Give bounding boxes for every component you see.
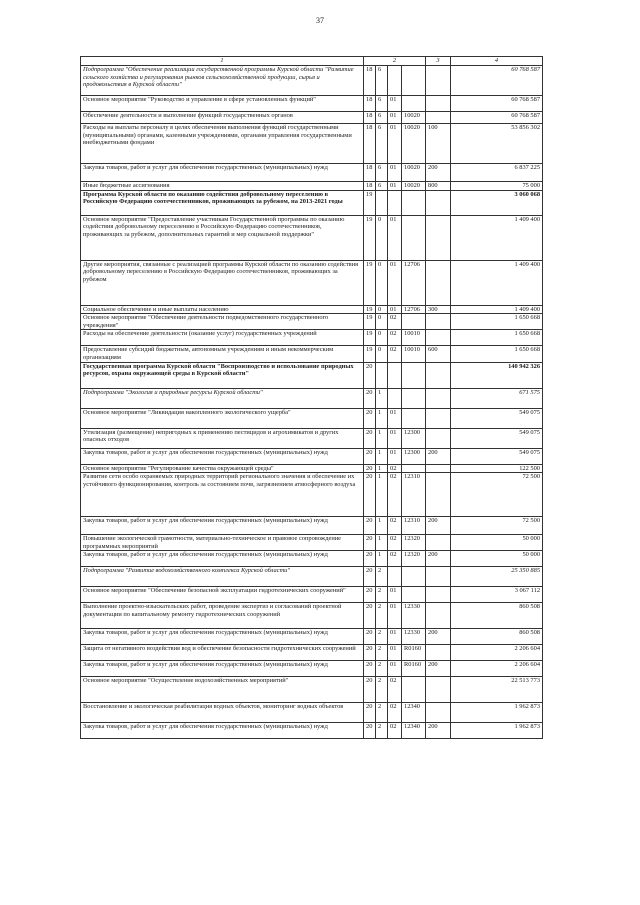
row-code-section: 19 [364,305,376,314]
table-row [81,551,543,567]
row-code-direction: 12320 [402,551,426,567]
row-code-subprogram: 1 [376,473,388,517]
row-amount: 1 409 400 [451,305,543,314]
row-description: Основное мероприятие "Руководство и управление в сфере установленных функций" [81,96,364,112]
row-code-expense-type [426,96,451,112]
table-row [81,535,543,551]
header-col-2: 2 [364,57,426,66]
table-row [81,723,543,739]
row-code-expense-type: 200 [426,661,451,677]
row-amount: 2 206 604 [451,661,543,677]
row-code-subprogram: 1 [376,464,388,473]
row-description: Закупка товаров, работ и услуг для обеспечения государственных (муниципальных) нужд [81,723,364,739]
row-description: Расходы на выплаты персоналу в целях обеспечения выполнения функций государственными (муниципальными) органами, казенными учреждениями, органами управления государственными внебюджетными фондами [81,124,364,164]
row-code-direction: 12310 [402,473,426,517]
row-amount: 860 508 [451,629,543,645]
row-code-direction [402,388,426,408]
row-amount: 53 856 302 [451,124,543,164]
row-code-section: 19 [364,190,376,215]
row-code-activity: 02 [388,677,402,703]
row-code-section: 19 [364,346,376,362]
row-description: Основное мероприятие "Осуществление водохозяйственных мероприятий" [81,677,364,703]
row-code-activity: 02 [388,703,402,723]
row-code-section: 18 [364,96,376,112]
row-amount: 72 500 [451,473,543,517]
row-code-direction: 12320 [402,535,426,551]
row-code-direction [402,362,426,388]
table-row [81,330,543,346]
row-amount: 50 000 [451,551,543,567]
row-code-subprogram: 1 [376,535,388,551]
row-description: Программа Курской области по оказанию содействия добровольному переселению в Российскую Федерацию соотечественников, проживающих за рубежом, на 2013-2021 годы [81,190,364,215]
row-description: Подпрограмма "Обеспечение реализации государственной программы Курской области "Развитие сельского хозяйства и регулирования рынков сельскохозяйственной продукции, сырья и продовольствия в Курской области" [81,66,364,96]
budget-table [80,56,543,739]
row-code-section: 20 [364,645,376,661]
row-amount: 60 768 587 [451,66,543,96]
row-code-direction: 12300 [402,448,426,464]
row-description: Предоставление субсидий бюджетным, автономным учреждениям и иным некоммерческим организациям [81,346,364,362]
row-description: Закупка товаров, работ и услуг для обеспечения государственных (муниципальных) нужд [81,661,364,677]
row-code-subprogram: 1 [376,551,388,567]
row-code-direction: 10010 [402,330,426,346]
row-description: Подпрограмма "Развитие водохозяйственного комплекса Курской области" [81,567,364,587]
table-row [81,362,543,388]
row-code-subprogram [376,190,388,215]
row-description: Основное мероприятие "Регулирование качества окружающей среды" [81,464,364,473]
row-code-activity [388,567,402,587]
table-row [81,473,543,517]
row-code-expense-type [426,603,451,629]
table-row [81,182,543,191]
row-code-subprogram: 2 [376,587,388,603]
table-row [81,66,543,96]
row-code-direction [402,66,426,96]
row-code-direction [402,215,426,260]
row-code-activity: 02 [388,330,402,346]
row-description: Закупка товаров, работ и услуг для обеспечения государственных (муниципальных) нужд [81,164,364,182]
row-code-subprogram: 6 [376,182,388,191]
row-code-activity: 01 [388,645,402,661]
row-description: Восстановление и экологическая реабилитация водных объектов, мониторинг водных объектов [81,703,364,723]
row-code-expense-type [426,260,451,305]
row-code-activity: 01 [388,629,402,645]
page-number: 37 [316,16,324,25]
row-code-activity: 02 [388,535,402,551]
row-code-section: 19 [364,215,376,260]
row-code-subprogram: 6 [376,124,388,164]
table-row [81,587,543,603]
row-code-section: 20 [364,464,376,473]
row-code-direction: R0160 [402,645,426,661]
row-description: Основное мероприятие "Обеспечение деятельности подведомственного государственного учреждения" [81,314,364,330]
row-description: Закупка товаров, работ и услуг для обеспечения государственных (муниципальных) нужд [81,517,364,535]
row-code-activity: 02 [388,517,402,535]
row-code-section: 20 [364,703,376,723]
row-code-expense-type [426,645,451,661]
row-code-expense-type [426,215,451,260]
row-code-section: 20 [364,428,376,448]
row-code-direction [402,464,426,473]
row-code-expense-type: 200 [426,517,451,535]
row-description: Другие мероприятия, связанные с реализацией программы Курской области по оказанию содействия добровольному переселению в Российскую Федерацию соотечественников, проживающих за рубежом [81,260,364,305]
row-code-activity [388,190,402,215]
table-row [81,96,543,112]
row-code-section: 18 [364,164,376,182]
table-row [81,124,543,164]
row-amount: 1 650 668 [451,330,543,346]
row-description: Развитие сети особо охраняемых природных территорий регионального значения и обеспечение их устойчивого функционирования, контроль за состоянием почв, загрязнением атмосферного воздуха [81,473,364,517]
row-code-activity: 01 [388,603,402,629]
row-code-direction: 10020 [402,182,426,191]
table-row [81,314,543,330]
table-row [81,464,543,473]
row-amount: 3 067 112 [451,587,543,603]
row-amount: 60 768 587 [451,96,543,112]
row-code-expense-type [426,388,451,408]
row-amount: 1 650 668 [451,314,543,330]
row-amount: 72 500 [451,517,543,535]
table-row [81,215,543,260]
row-code-expense-type: 200 [426,164,451,182]
row-amount: 50 000 [451,535,543,551]
row-code-expense-type [426,330,451,346]
row-code-subprogram: 2 [376,645,388,661]
row-code-expense-type [426,703,451,723]
row-amount: 140 942 326 [451,362,543,388]
row-amount: 1 650 668 [451,346,543,362]
row-description: Иные бюджетные ассигнования [81,182,364,191]
header-col-4: 4 [451,57,543,66]
row-code-expense-type: 200 [426,448,451,464]
row-code-subprogram: 2 [376,723,388,739]
table-header-row [81,57,543,66]
row-code-direction: 12330 [402,603,426,629]
table-row [81,388,543,408]
row-code-direction: R0160 [402,661,426,677]
row-code-expense-type [426,314,451,330]
row-code-activity: 01 [388,215,402,260]
row-code-activity: 02 [388,473,402,517]
table-row [81,517,543,535]
row-code-section: 19 [364,314,376,330]
table-row [81,677,543,703]
row-amount: 860 508 [451,603,543,629]
row-code-activity: 01 [388,408,402,428]
row-amount: 549 075 [451,408,543,428]
row-code-section: 18 [364,124,376,164]
table-row [81,346,543,362]
row-description: Расходы на обеспечение деятельности (оказание услуг) государственных учреждений [81,330,364,346]
table-row [81,305,543,314]
row-code-expense-type [426,66,451,96]
row-code-activity: 02 [388,314,402,330]
table-row [81,567,543,587]
row-amount: 1 409 400 [451,260,543,305]
row-code-expense-type: 300 [426,305,451,314]
header-col-1: 1 [81,57,364,66]
row-description: Подпрограмма "Экология и природные ресурсы Курской области" [81,388,364,408]
row-code-direction [402,677,426,703]
row-code-subprogram: 2 [376,629,388,645]
row-description: Основное мероприятие "Ликвидация накопленного экологического ущерба" [81,408,364,428]
row-code-activity: 01 [388,124,402,164]
row-code-expense-type [426,190,451,215]
row-code-subprogram: 2 [376,703,388,723]
row-code-activity: 01 [388,428,402,448]
row-code-expense-type [426,473,451,517]
row-code-activity: 02 [388,464,402,473]
row-code-section: 20 [364,408,376,428]
row-code-direction: 12706 [402,260,426,305]
row-code-section: 20 [364,723,376,739]
row-code-subprogram: 0 [376,260,388,305]
row-code-activity [388,66,402,96]
row-code-direction [402,587,426,603]
row-code-subprogram: 1 [376,448,388,464]
row-code-section: 20 [364,535,376,551]
row-code-expense-type [426,567,451,587]
row-amount: 3 060 068 [451,190,543,215]
row-description: Повышение экологической грамотности, материально-техническое и правовое сопровождение программных мероприятий [81,535,364,551]
row-code-section: 20 [364,388,376,408]
row-code-subprogram: 1 [376,408,388,428]
row-code-expense-type: 200 [426,629,451,645]
row-code-activity: 01 [388,448,402,464]
row-code-section: 20 [364,677,376,703]
row-code-section: 20 [364,567,376,587]
table-row [81,428,543,448]
row-code-subprogram: 2 [376,603,388,629]
row-code-direction [402,314,426,330]
row-code-subprogram: 2 [376,567,388,587]
row-code-section: 20 [364,551,376,567]
table-body [81,66,543,739]
row-description: Основное мероприятие "Обеспечение безопасной эксплуатации гидротехнических сооружений" [81,587,364,603]
row-amount: 671 575 [451,388,543,408]
row-code-section: 20 [364,603,376,629]
row-code-subprogram: 2 [376,677,388,703]
row-code-direction: 10020 [402,124,426,164]
table-row [81,164,543,182]
table-row [81,260,543,305]
row-code-section: 20 [364,517,376,535]
row-code-section: 18 [364,66,376,96]
row-code-activity: 02 [388,551,402,567]
table-row [81,448,543,464]
row-code-expense-type [426,587,451,603]
header-col-3: 3 [426,57,451,66]
row-amount: 22 513 773 [451,677,543,703]
row-code-expense-type [426,464,451,473]
row-code-section: 20 [364,629,376,645]
row-code-expense-type [426,362,451,388]
row-description: Закупка товаров, работ и услуг для обеспечения государственных (муниципальных) нужд [81,448,364,464]
row-code-direction: 12310 [402,517,426,535]
row-code-section: 19 [364,330,376,346]
table-row [81,645,543,661]
row-code-activity: 01 [388,182,402,191]
row-code-activity: 02 [388,346,402,362]
row-code-direction: 10020 [402,112,426,124]
row-code-subprogram: 6 [376,96,388,112]
row-amount: 6 837 225 [451,164,543,182]
row-code-expense-type: 800 [426,182,451,191]
row-description: Закупка товаров, работ и услуг для обеспечения государственных (муниципальных) нужд [81,629,364,645]
row-code-section: 18 [364,112,376,124]
row-code-subprogram: 0 [376,314,388,330]
row-code-subprogram: 6 [376,66,388,96]
row-code-expense-type [426,408,451,428]
row-code-direction: 12300 [402,428,426,448]
row-code-section: 18 [364,182,376,191]
row-code-expense-type [426,112,451,124]
row-code-expense-type: 200 [426,723,451,739]
row-code-activity: 01 [388,305,402,314]
row-code-activity [388,362,402,388]
row-code-expense-type: 100 [426,124,451,164]
table-row [81,661,543,677]
row-code-subprogram [376,362,388,388]
row-code-subprogram: 1 [376,388,388,408]
row-amount: 1 409 400 [451,215,543,260]
row-amount: 549 075 [451,428,543,448]
row-amount: 1 962 873 [451,703,543,723]
row-description: Обеспечение деятельности и выполнение функций государственных органов [81,112,364,124]
row-code-activity: 01 [388,96,402,112]
row-description: Социальное обеспечение и иные выплаты населению [81,305,364,314]
row-description: Основное мероприятие "Предоставление участникам Государственной программы по оказанию содействия добровольному переселению в Российскую Федерацию соотечественников, проживающих за рубежом, дополнительных гарантий и мер социальной поддержки" [81,215,364,260]
row-code-expense-type: 200 [426,551,451,567]
row-code-expense-type: 600 [426,346,451,362]
row-description: Государственная программа Курской области "Воспроизводство и использование природных ресурсов, охрана окружающей среды в Курской области" [81,362,364,388]
row-code-subprogram: 0 [376,215,388,260]
row-amount: 122 500 [451,464,543,473]
row-code-direction [402,190,426,215]
row-code-section: 20 [364,448,376,464]
table-row [81,190,543,215]
row-code-section: 20 [364,362,376,388]
row-description: Защита от негативного воздействия вод и обеспечение безопасности гидротехнических сооружений [81,645,364,661]
row-code-direction [402,408,426,428]
row-code-subprogram: 0 [376,346,388,362]
row-code-section: 20 [364,473,376,517]
row-amount: 60 768 587 [451,112,543,124]
row-code-activity: 01 [388,164,402,182]
row-description: Выполнение проектно-изыскательских работ, проведение экспертиз и согласований проектной документации по капитальному ремонту гидротехнических сооружений [81,603,364,629]
table-row [81,408,543,428]
row-code-subprogram: 1 [376,517,388,535]
row-description: Закупка товаров, работ и услуг для обеспечения государственных (муниципальных) нужд [81,551,364,567]
row-code-subprogram: 2 [376,661,388,677]
row-code-subprogram: 6 [376,164,388,182]
row-code-expense-type [426,535,451,551]
row-code-section: 20 [364,661,376,677]
row-code-activity: 02 [388,723,402,739]
row-code-direction: 10010 [402,346,426,362]
row-code-expense-type [426,428,451,448]
table-row [81,112,543,124]
row-code-section: 20 [364,587,376,603]
table-row [81,703,543,723]
row-code-direction: 12340 [402,703,426,723]
row-code-section: 19 [364,260,376,305]
row-amount: 549 075 [451,448,543,464]
row-code-direction: 12340 [402,723,426,739]
table-row [81,603,543,629]
table-row [81,629,543,645]
row-code-direction: 10020 [402,164,426,182]
row-amount: 25 350 885 [451,567,543,587]
row-code-subprogram: 6 [376,112,388,124]
row-code-activity: 01 [388,587,402,603]
row-code-direction [402,96,426,112]
row-code-subprogram: 0 [376,330,388,346]
row-code-direction: 12706 [402,305,426,314]
row-code-subprogram: 0 [376,305,388,314]
row-amount: 1 962 873 [451,723,543,739]
row-code-direction [402,567,426,587]
row-code-expense-type [426,677,451,703]
row-code-activity: 01 [388,112,402,124]
row-code-direction: 12330 [402,629,426,645]
row-description: Утилизация (размещение) непригодных к применению пестицидов и агрохимикатов и других опасных отходов [81,428,364,448]
row-code-activity: 01 [388,661,402,677]
row-code-subprogram: 1 [376,428,388,448]
row-amount: 2 206 604 [451,645,543,661]
row-code-activity [388,388,402,408]
row-amount: 75 000 [451,182,543,191]
row-code-activity: 01 [388,260,402,305]
